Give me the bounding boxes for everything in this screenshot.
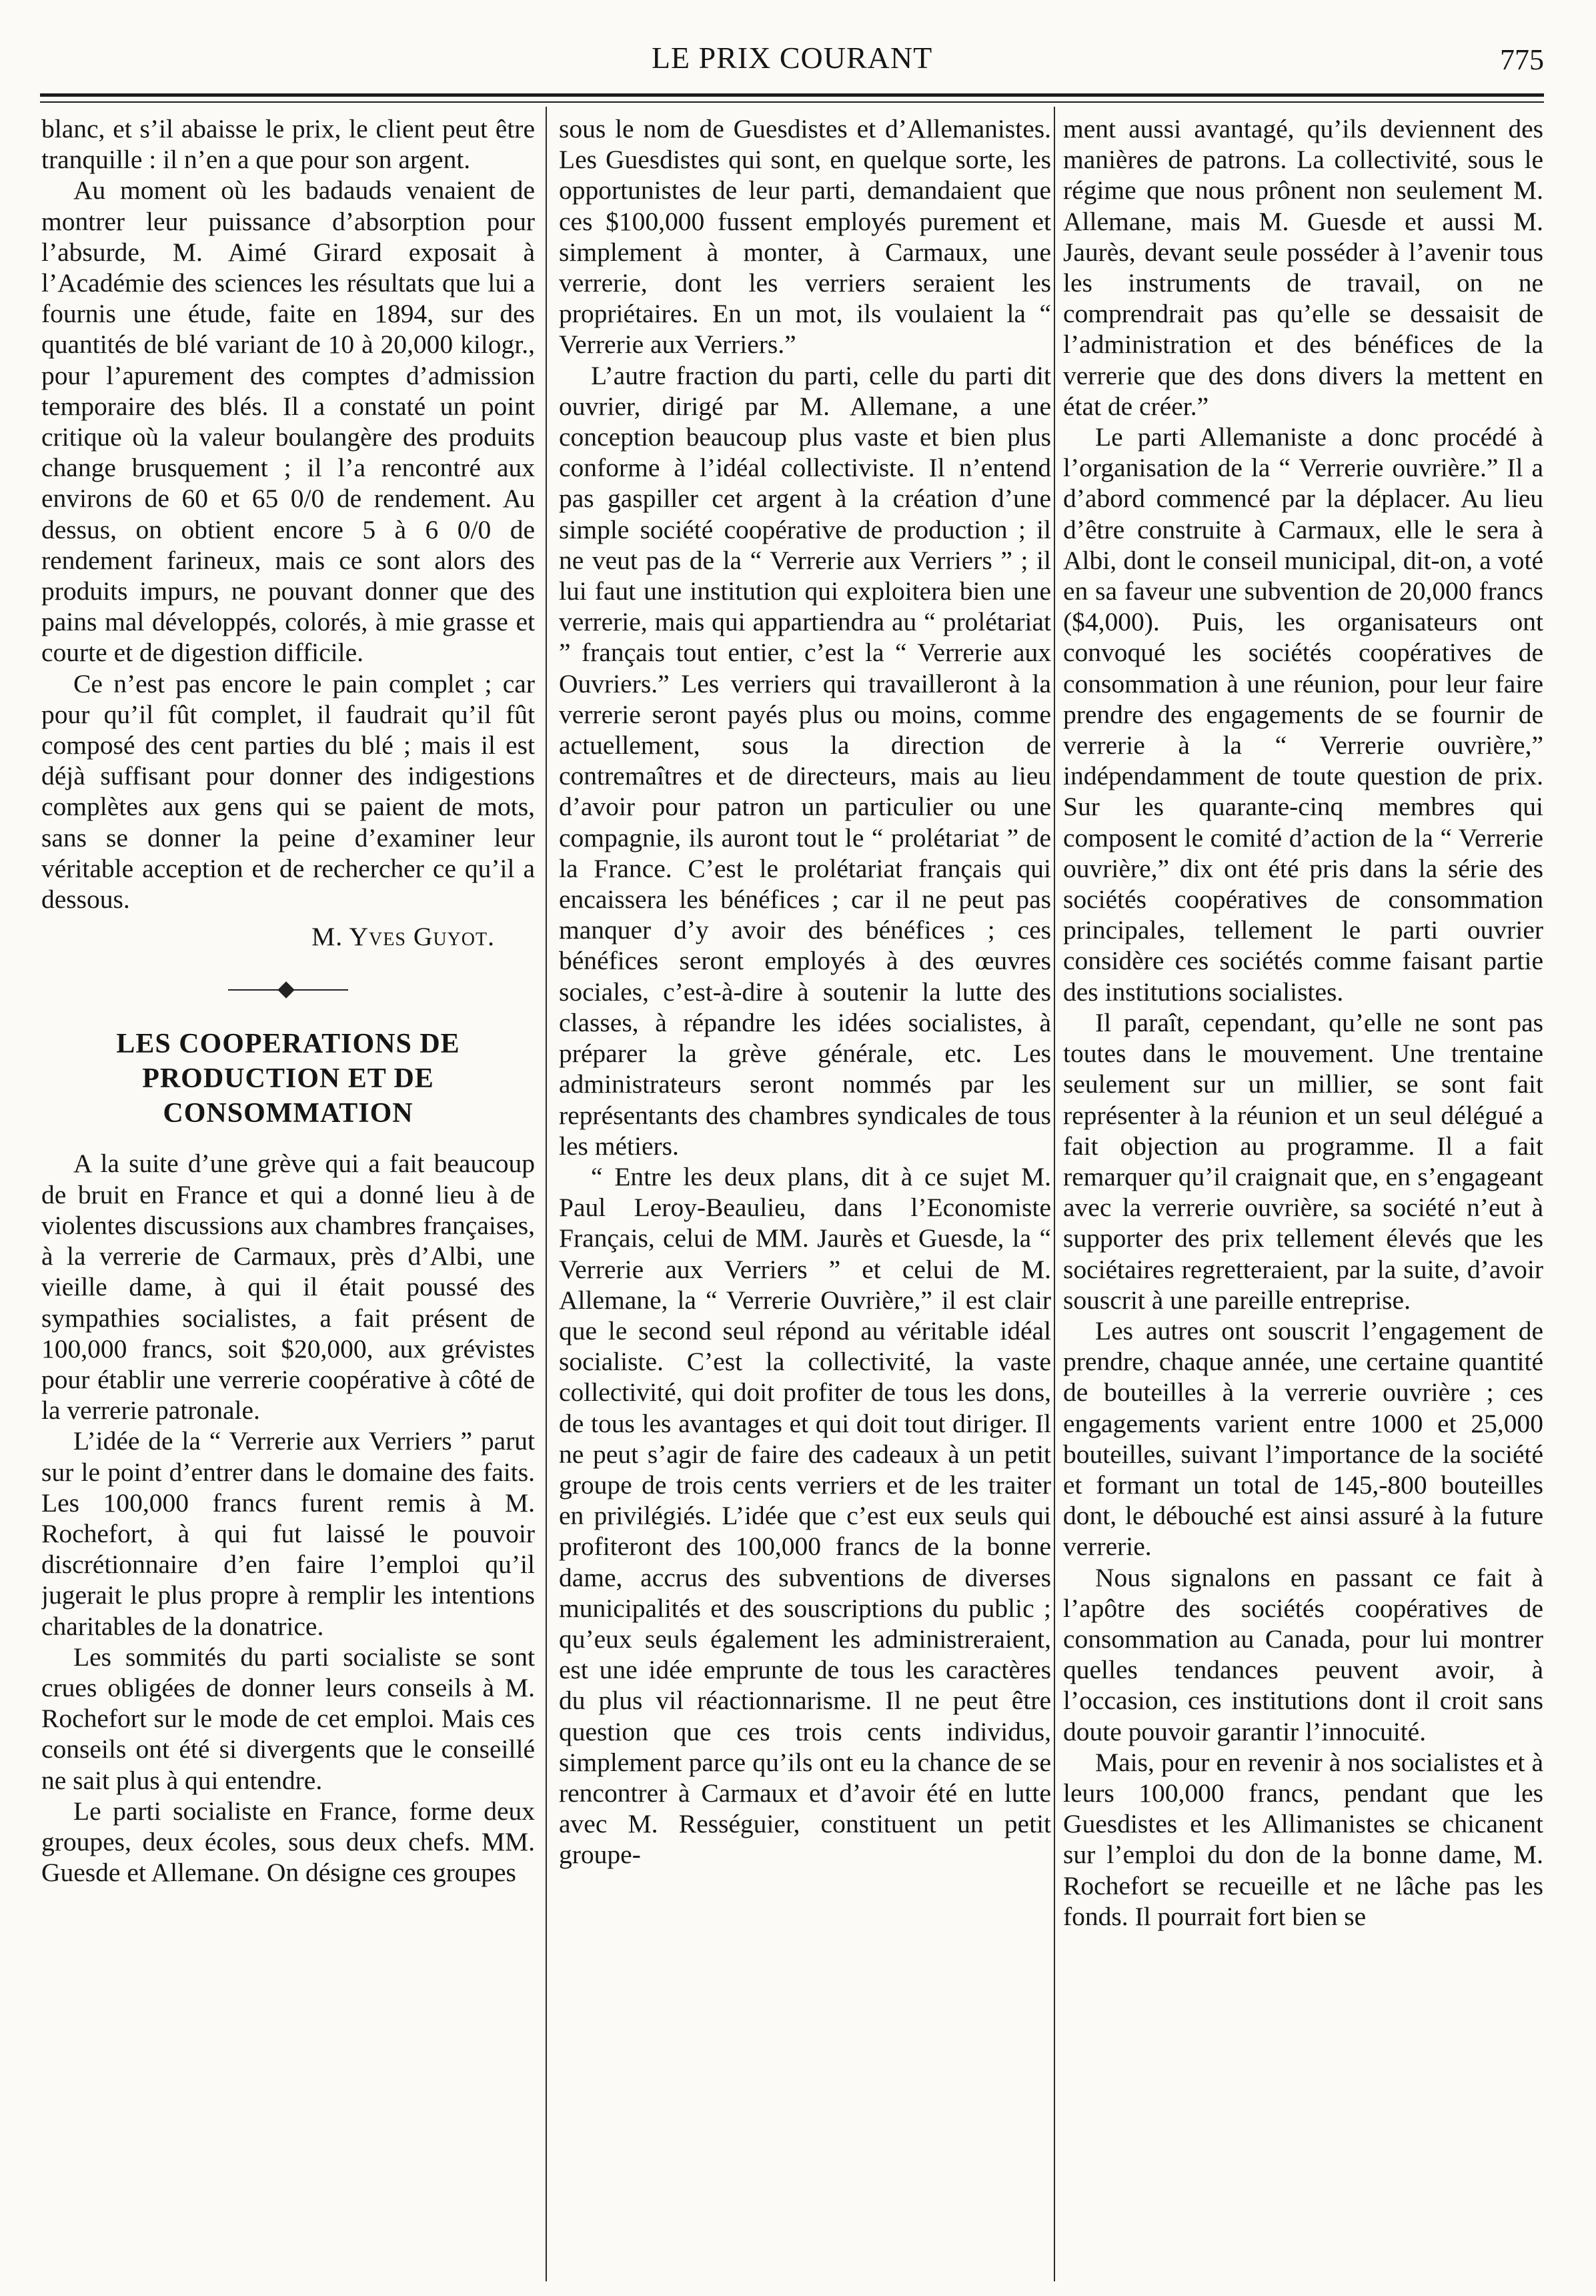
- column-divider-1: [546, 107, 547, 2281]
- paragraph: Les autres ont souscrit l’engagement de prendre, chaque année, une certaine quantité de bouteilles à la verrerie ouvrière ; ces engagements varient entre 1000 et 25,000 bouteilles, suivant l’importance de la société et formant un total de 145,-800 bouteilles dont, le débouché est ainsi assuré à la future verrerie.: [1063, 1315, 1543, 1562]
- paragraph: blanc, et s’il abaisse le prix, le client peut être tranquille : il n’en a que pour son argent.: [41, 114, 535, 175]
- paragraph: Mais, pour en revenir à nos socialistes et à leurs 100,000 francs, pendant que les Guesdistes et les Allimanistes se chicanent sur l’emploi du don de la bonne dame, M. Rochefort se recueille et ne lâche pas les fonds. Il pourrait fort bien se: [1063, 1747, 1543, 1931]
- page-header: [40, 33, 1544, 93]
- paragraph: Les sommités du parti socialiste se sont crues obligées de donner leurs conseils à M. Rochefort sur le mode de cet emploi. Mais ces conseils ont été si divergents que le conseillé ne sait plus à qui entendre.: [41, 1642, 535, 1795]
- column-2: [559, 113, 1051, 2281]
- column-divider-2: [1054, 107, 1055, 2281]
- column-3: [1063, 113, 1543, 2281]
- paragraph: L’idée de la “ Verrerie aux Verriers ” parut sur le point d’entrer dans le domaine des faits. Les 100,000 francs furent remis à M. Rochefort, à qui fut laissé le pouvoir discrétionnaire d’en faire l’emploi qu’il jugerait le plus propre à remplir les intentions charitables de la donatrice.: [41, 1426, 535, 1641]
- column-1: [41, 113, 535, 2281]
- running-title: LE PRIX COURANT: [651, 41, 933, 75]
- section-ornament: [228, 980, 348, 1000]
- author-signature: M. Yves Guyot.: [311, 922, 495, 952]
- paragraph: L’autre fraction du parti, celle du parti dit ouvrier, dirigé par M. Allemane, a une conception beaucoup plus vaste et bien plus conforme à l’idéal collectiviste. Il n’entend pas gaspiller cet argent à la création d’une simple société coopérative de production ; il ne veut pas de la “ Verrerie aux Verriers ” ; il lui faut une institution qui exploitera bien une verrerie, mais qui appartiendra au “ prolétariat ” français tout entier, c’est la “ Verrerie aux Ouvriers.” Les verriers qui travailleront à la verrerie seront payés plus ou moins, comme actuellement, sous la direction de contremaîtres et de directeurs, mais au lieu d’avoir pour patron un particulier ou une compagnie, ils auront tout le “ prolétariat ” de la France. C’est le prolétariat français qui encaissera les bénéfices ; car il ne peut pas manquer d’y avoir des bénéfices ; ces bénéfices seront employés à des œuvres sociales, c’est-à-dire à soutenir la lutte des classes, à répandre les idées socialistes, à préparer la grève générale, etc. Les administrateurs seront nommés par les représentants des chambres syndicales de tous les métiers.: [559, 360, 1051, 1161]
- paragraph: Le parti Allemaniste a donc procédé à l’organisation de la “ Verrerie ouvrière.” Il a d’abord commencé par la déplacer. Au lieu d’être construite à Carmaux, elle le sera à Albi, dont le conseil municipal, dit-on, a voté en sa faveur une subvention de 20,000 francs ($4,000). Puis, les organisateurs ont convoqué les sociétés coopératives de consommation à une réunion, pour leur faire prendre des engagements de se fournir de verrerie à la “ Verrerie ouvrière,” indépendamment de toute question de prix. Sur les quarante-cinq membres qui composent le comité d’action de la “ Verrerie ouvrière,” dix ont été pris dans la série des sociétés coopératives de consommation principales, tellement le parti ouvrier considère ces sociétés comme faisant partie des institutions socialistes.: [1063, 422, 1543, 1007]
- paragraph: “ Entre les deux plans, dit à ce sujet M. Paul Leroy-Beaulieu, dans l’Economiste Français, celui de MM. Jaurès et Guesde, la “ Verrerie aux Verriers ” et celui de M. Allemane, la “ Verrerie Ouvrière,” il est clair que le second seul répond au véritable idéal socialiste. C’est la collectivité, la vaste collectivité, qui doit profiter de tous les dons, de tous les avantages et qui doit tout diriger. Il ne peut s’agir de faire des cadeaux à un petit groupe de trois cents verriers et de les traiter en privilégiés. L’idée que c’est eux seuls qui profiteront des 100,000 francs de la bonne dame, accrus des subventions de diverses municipalités et des souscriptions du public ; qu’eux seuls également les administreraient, est une idée emprunte de tous les caractères du plus vil réactionnarisme. Il ne peut être question que ces trois cents individus, simplement parce qu’ils ont eu la chance de se rencontrer à Carmaux et d’avoir été en lutte avec M. Rességuier, constituent un petit groupe-: [559, 1161, 1051, 1870]
- paragraph: Il paraît, cependant, qu’elle ne sont pas toutes dans le mouvement. Une trentaine seulement sur un millier, se sont fait représenter à la réunion et un seul délégué a fait objection au programme. Il a fait remarquer qu’il craignait que, en s’engageant avec la verrerie ouvrière, sa société n’eut à supporter des prix tellement élevés que les sociétaires regretteraient, par la suite, d’avoir souscrit à une pareille entreprise.: [1063, 1007, 1543, 1315]
- paragraph: Le parti socialiste en France, forme deux groupes, deux écoles, sous deux chefs. MM. Guesde et Allemane. On désigne ces groupes: [41, 1796, 535, 1888]
- paragraph: Au moment où les badauds venaient de montrer leur puissance d’absorption pour l’absurde, M. Aimé Girard exposait à l’Académie des sciences les résultats que lui a fournis une étude, faite en 1894, sur des quantités de blé variant de 10 à 20,000 kilogr., pour l’apurement des comptes d’admission temporaire des blés. Il a constaté un point critique où la valeur boulangère des produits change brusquement ; il l’a rencontré aux environs de 60 et 65 0/0 de rendement. Au dessus, on obtient encore 5 à 6 0/0 de rendement farineux, mais ce sont alors des produits impurs, ne pouvant donner que des pains mal développés, colorés, à mie grasse et courte et de digestion difficile.: [41, 175, 535, 668]
- section-title: LES COOPERATIONS DE PRODUCTION ET DE CONSOMMATION: [116, 1029, 460, 1129]
- paragraph: A la suite d’une grève qui a fait beaucoup de bruit en France et qui a donné lieu à de violentes discussions aux chambres françaises, à la verrerie de Carmaux, près d’Albi, une vieille dame, à qui il était poussé des sympathies socialistes, a fait présent de 100,000 francs, soit $20,000, aux grévistes pour établir une verrerie coopérative à côté de la verrerie patronale.: [41, 1149, 535, 1425]
- paragraph: ment aussi avantagé, qu’ils deviennent des manières de patrons. La collectivité, sous le régime que nous prônent non seulement M. Allemane, mais M. Guesde et aussi M. Jaurès, devant seule posséder à l’avenir tous les instruments de travail, on ne comprendrait pas qu’elle se dessaisit de l’administration et des bénéfices de la verrerie que des dons divers la mettent en état de créer.”: [1063, 114, 1543, 421]
- page-number: 775: [1500, 43, 1544, 76]
- header-rule-thick: [40, 93, 1544, 97]
- header-rule-thin: [40, 101, 1544, 103]
- paragraph: Ce n’est pas encore le pain complet ; car pour qu’il fût complet, il faudrait qu’il fût composé des cent parties du blé ; mais il est déjà suffisant pour donner des indigestions complètes aux gens qui se paient de mots, sans se donner la peine d’examiner leur véritable acception et de rechercher ce qu’il a dessous.: [41, 668, 535, 915]
- paragraph: Nous signalons en passant ce fait à l’apôtre des sociétés coopératives de consommation au Canada, pour lui montrer quelles tendances peuvent avoir, à l’occasion, ces institutions dont il croit sans doute pouvoir garantir l’innocuité.: [1063, 1562, 1543, 1746]
- paragraph: sous le nom de Guesdistes et d’Allemanistes. Les Guesdistes qui sont, en quelque sorte, les opportunistes de leur parti, demandaient que ces $100,000 fussent employés purement et simplement à monter, à Carmaux, une verrerie, dont les verriers seraient les propriétaires. En un mot, ils voulaient la “ Verrerie aux Verriers.”: [559, 114, 1051, 360]
